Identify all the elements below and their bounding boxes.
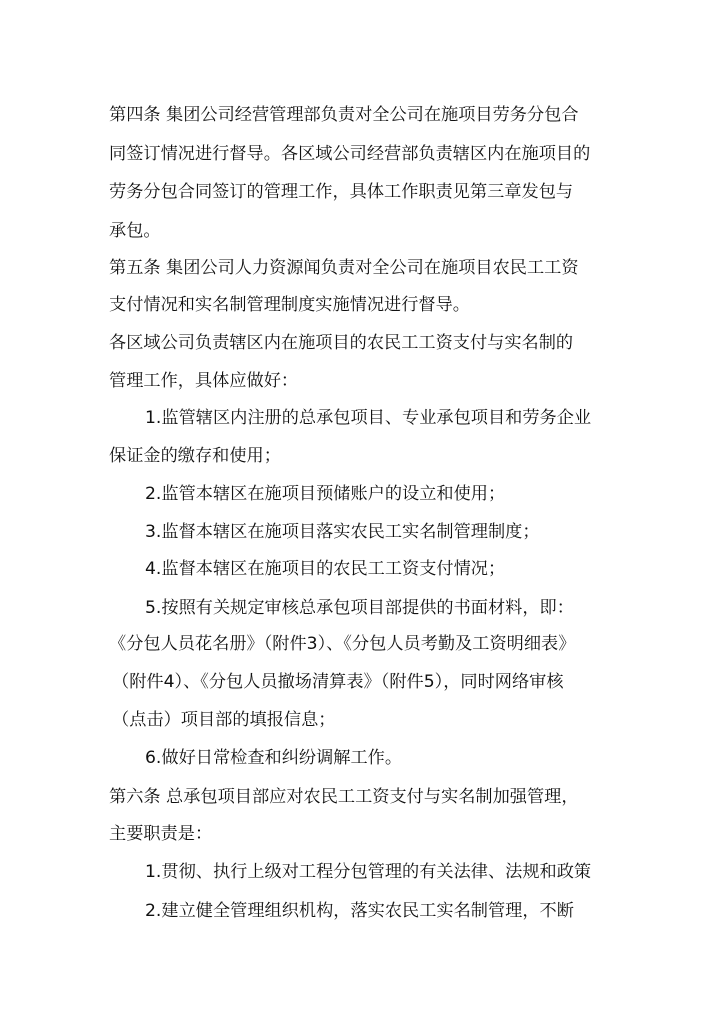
- article-4-line-1: 第四条 集团公司经营管理部负责对全公司在施项目劳务分包合: [109, 105, 579, 125]
- article-6-item-1: 1.贯彻、执行上级对工程分包管理的有关法律、法规和政策: [145, 862, 592, 882]
- list-item-5-line-4: （点击）项目部的填报信息；: [112, 710, 336, 730]
- article-5-line-1: 第五条 集团公司人力资源闻负责对全公司在施项目农民工工资: [109, 258, 579, 278]
- article-4-line-4: 承包。: [109, 221, 161, 241]
- list-item-5-line-1: 5.按照有关规定审核总承包项目部提供的书面材料，即：: [145, 598, 574, 618]
- list-item-1-line-1: 1.监管辖区内注册的总承包项目、专业承包项目和劳务企业: [145, 408, 592, 428]
- list-item-6: 6.做好日常检查和纠纷调解工作。: [145, 748, 403, 768]
- list-item-1-line-2: 保证金的缴存和使用；: [109, 446, 281, 466]
- article-6-line-2: 主要职责是：: [109, 824, 213, 844]
- article-5-paragraph-line-1: 各区域公司负责辖区内在施项目的农民工工资支付与实名制的: [109, 333, 574, 353]
- article-6-item-2: 2.建立健全管理组织机构，落实农民工实名制管理，不断: [145, 901, 574, 921]
- list-item-4: 4.监督本辖区在施项目的农民工工资支付情况；: [145, 559, 506, 579]
- article-6-line-1: 第六条 总承包项目部应对农民工工资支付与实名制加强管理，: [109, 787, 579, 807]
- article-4-line-3: 劳务分包合同签订的管理工作，具体工作职责见第三章发包与: [109, 182, 574, 202]
- list-item-2: 2.监管本辖区在施项目预储账户的设立和使用；: [145, 484, 506, 504]
- list-item-3: 3.监督本辖区在施项目落实农民工实名制管理制度；: [145, 522, 540, 542]
- article-5-paragraph-line-2: 管理工作，具体应做好：: [109, 371, 299, 391]
- list-item-5-line-3: （附件4）、《分包人员撤场清算表》（附件5），同时网络审核: [112, 672, 564, 692]
- article-5-line-2: 支付情况和实名制管理制度实施情况进行督导。: [109, 295, 470, 315]
- list-item-5-line-2: 《分包人员花名册》（附件3）、《分包人员考勤及工资明细表》: [109, 634, 576, 654]
- article-4-line-2: 同签订情况进行督导。各区域公司经营部负责辖区内在施项目的: [109, 144, 591, 164]
